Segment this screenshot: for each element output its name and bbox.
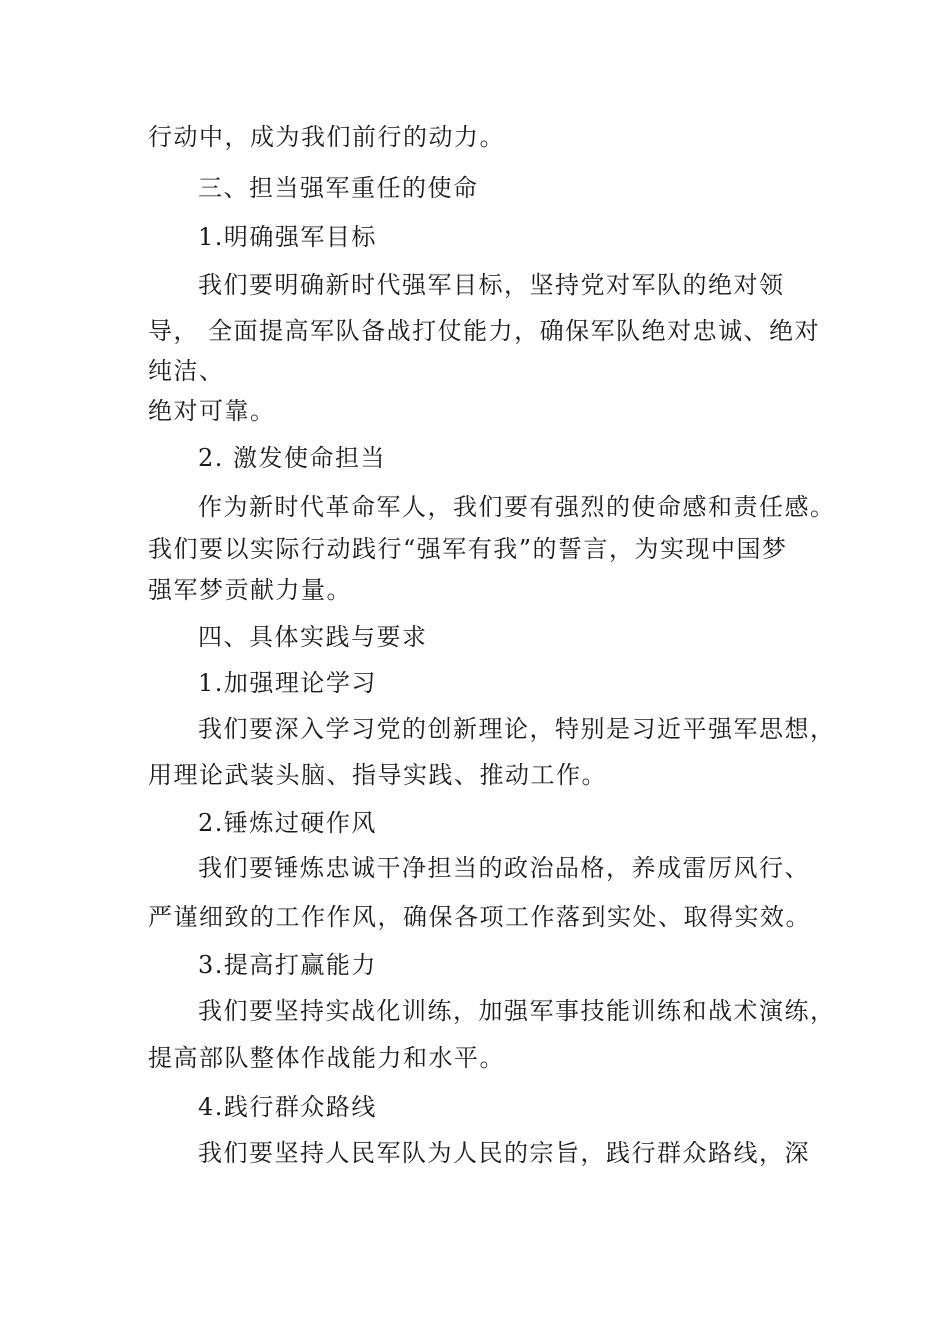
paragraph-line: 纯洁、 — [148, 357, 225, 385]
paragraph-line: 我们要明确新时代强军目标，坚持党对军队的绝对领 — [198, 271, 785, 299]
paragraph-line: 提高部队整体作战能力和水平。 — [148, 1044, 505, 1072]
subsection-heading: 2. 激发使命担当 — [198, 444, 387, 472]
paragraph-line: 作为新时代革命军人，我们要有强烈的使命感和责任感。 — [198, 493, 836, 521]
subsection-heading: 1.加强理论学习 — [198, 669, 377, 697]
subsection-heading: 4.践行群众路线 — [198, 1093, 377, 1121]
subsection-heading: 3.提高打赢能力 — [198, 951, 377, 979]
paragraph-line: 行动中，成为我们前行的动力。 — [148, 123, 505, 151]
subsection-heading: 1.明确强军目标 — [198, 223, 377, 251]
paragraph-line: 我们要坚持人民军队为人民的宗旨，践行群众路线，深 — [198, 1139, 810, 1167]
paragraph-line: 用理论武装头脑、指导实践、推动工作。 — [148, 761, 607, 789]
paragraph-line: 我们要以实际行动践行“强军有我”的誓言，为实现中国梦 — [148, 535, 788, 563]
paragraph-line: 绝对可靠。 — [148, 397, 276, 425]
paragraph-line: 我们要锤炼忠诚干净担当的政治品格，养成雷厉风行、 — [198, 854, 810, 882]
paragraph-line: 严谨细致的工作作风，确保各项工作落到实处、取得实效。 — [148, 903, 811, 931]
paragraph-line: 导， 全面提高军队备战打仗能力，确保军队绝对忠诚、绝对 — [148, 317, 821, 345]
paragraph-line: 我们要坚持实战化训练，加强军事技能训练和战术演练， — [198, 997, 836, 1025]
section-heading: 四、具体实践与要求 — [198, 623, 428, 651]
section-heading: 三、担当强军重任的使命 — [198, 174, 479, 202]
paragraph-line: 强军梦贡献力量。 — [148, 576, 352, 604]
paragraph-line: 我们要深入学习党的创新理论，特别是习近平强军思想， — [198, 715, 836, 743]
subsection-heading: 2.锤炼过硬作风 — [198, 809, 377, 837]
